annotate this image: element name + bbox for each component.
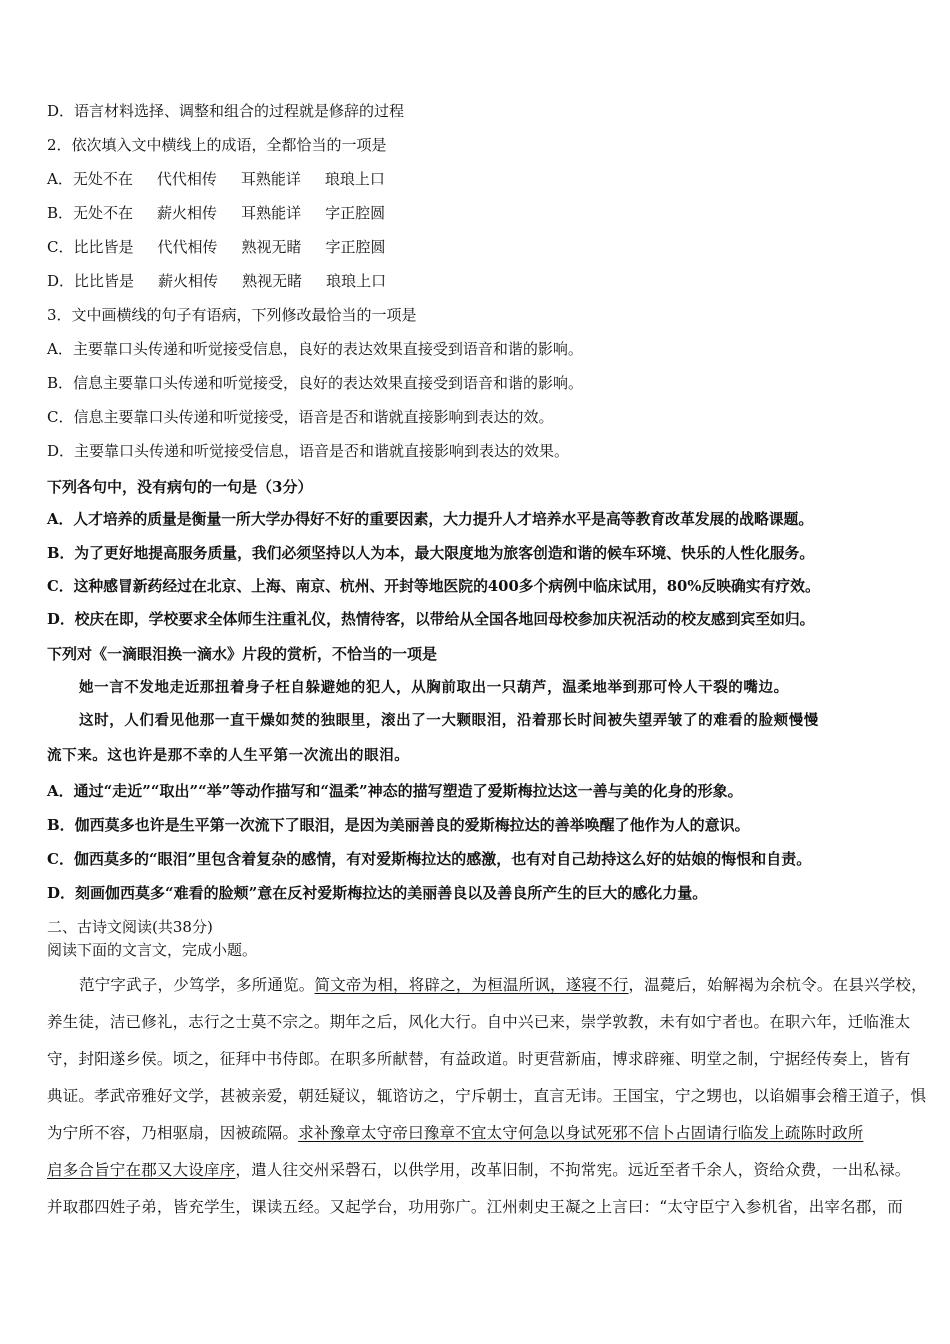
text-segment: 范宁字武子，少笃学，多所通览。: [79, 976, 315, 994]
q2-option-label: A．: [47, 170, 73, 188]
q2-idiom: 字正腔圆: [325, 238, 386, 256]
q2-idiom: 薪火相传: [157, 204, 218, 222]
q4-stem: 下列各句中，没有病句的一句是（3分）: [47, 478, 313, 496]
underlined-passage: 启多合旨宁在郡又大设庠序: [47, 1161, 236, 1179]
q2-option-label: D．: [47, 272, 75, 290]
q5-option-b: B．伽西莫多也许是生平第一次流下了眼泪，是因为美丽善良的爱斯梅拉达的善举唤醒了他作为人的意识。: [47, 816, 750, 834]
q3-option-d: D．主要靠口头传递和听觉接受信息，语音是否和谐就直接影响到表达的效果。: [47, 442, 570, 460]
section-heading: 二、古诗文阅读(共38分): [47, 918, 213, 936]
q2-idiom: 琅琅上口: [324, 170, 385, 188]
q2-stem: 2．依次填入文中横线上的成语，全都恰当的一项是: [47, 136, 387, 154]
q2-option-b: [47, 203, 385, 223]
q4-option-d: D．校庆在即，学校要求全体师生注重礼仪，热情待客，以带给从全国各地回母校参加庆祝活动的校友感到宾至如归。: [47, 611, 815, 628]
section-instruction: 阅读下面的文言文，完成小题。: [47, 941, 258, 959]
classical-text-line: [47, 1160, 911, 1180]
q2-option-a: [47, 169, 385, 189]
q2-idiom: 琅琅上口: [326, 272, 387, 290]
q2-option-c: [47, 237, 386, 257]
classical-text-line: [47, 1123, 863, 1143]
q3-option-b: B．信息主要靠口头传递和听觉接受，良好的表达效果直接受到语音和谐的影响。: [47, 374, 584, 392]
q5-stem: 下列对《一滴眼泪换一滴水》片段的赏析，不恰当的一项是: [47, 645, 438, 663]
q5-option-c: C．伽西莫多的“眼泪”里包含着复杂的感情，有对爱斯梅拉达的感激，也有对自己劫持这么好的姑娘的悔恨和自责。: [47, 850, 812, 868]
underlined-passage: 求补豫章太守帝曰豫章不宜太守何急以身试死邪不信卜占固请行临发上疏陈时政所: [298, 1124, 864, 1142]
classical-text-line: 养生徒，洁已修礼，志行之士莫不宗之。期年之后，风化大行。自中兴已来，崇学敦教，未有如宁者也。在职六年，迁临淮太: [47, 1013, 911, 1031]
q2-idiom: 无处不在: [72, 170, 133, 188]
q3-stem: 3．文中画横线的句子有语病，下列修改最恰当的一项是: [47, 306, 417, 324]
text-segment: ，遣人往交州采磬石，以供学用，改革旧制，不拘常宪。远近至者千余人，资给众费，一出私禄。: [235, 1161, 911, 1179]
classical-text-line: 守，封阳遂乡侯。顷之，征拜中书侍郎。在职多所献替，有益政道。时更营新庙，博求辟雍、明堂之制，宁据经传奏上，皆有: [47, 1050, 911, 1068]
q2-idiom: 代代相传: [157, 238, 218, 256]
q5-option-a: A．通过“走近”“取出”“举”等动作描写和“温柔”神态的描写塑造了爱斯梅拉达这一善与美的化身的形象。: [47, 782, 743, 800]
q2-idiom: 熟视无睹: [242, 272, 303, 290]
q5-passage-paragraph-2: 这时，人们看见他那一直干燥如焚的独眼里，滚出了一大颗眼泪，沿着那长时间被失望弄皱了的难看的脸颊慢慢: [79, 712, 819, 729]
q2-idiom: 字正腔圆: [325, 204, 386, 222]
q2-idiom: 熟视无睹: [241, 238, 302, 256]
q2-idiom: 比比皆是: [74, 272, 135, 290]
q2-idiom: 代代相传: [156, 170, 217, 188]
q3-option-a: A．主要靠口头传递和听觉接受信息，良好的表达效果直接受到语音和谐的影响。: [47, 340, 583, 358]
q4-option-c: C．这种感冒新药经过在北京、上海、南京、杭州、开封等地医院的400多个病例中临床试用，80%反映确实有疗效。: [47, 578, 820, 595]
q2-option-label: C．: [47, 238, 74, 256]
classical-text-line: [79, 975, 927, 995]
q4-option-b: B．为了更好地提高服务质量，我们必须坚持以人为本，最大限度地为旅客创造和谐的候车环境、快乐的人性化服务。: [47, 545, 815, 562]
text-segment: 为宁所不容，乃相驱扇，因被疏隔。: [47, 1124, 299, 1142]
q5-passage-paragraph-1: 她一言不发地走近那扭着身子枉自躲避她的犯人，从胸前取出一只葫芦，温柔地举到那可怜人干裂的嘴边。: [79, 679, 789, 696]
q2-option-d: [47, 271, 386, 291]
classical-text-line: 并取郡四姓子弟，皆充学生，课读五经。又起学台，功用弥广。江州刺史王凝之上言曰：“太守臣宁入参机省，出宰名郡，而: [47, 1198, 903, 1216]
q2-idiom: 耳熟能详: [240, 170, 301, 188]
text-segment: ，温薨后，始解褐为余杭令。在县兴学校，: [628, 976, 927, 994]
q2-idiom: 无处不在: [73, 204, 134, 222]
q5-option-d: D．刻画伽西莫多“难看的脸颊”意在反衬爱斯梅拉达的美丽善良以及善良所产生的巨大的感化力量。: [47, 884, 708, 902]
q4-option-a: A．人才培养的质量是衡量一所大学办得好不好的重要因素，大力提升人才培养水平是高等教育改革发展的战略课题。: [47, 511, 814, 528]
classical-text-line: 典证。孝武帝雅好文学，甚被亲爱，朝廷疑议，辄谘访之，宁斥朝士，直言无讳。王国宝，宁之甥也，以谄媚事会稽王道子，惧: [47, 1087, 927, 1105]
q2-option-label: B．: [47, 204, 74, 222]
q2-idiom: 耳熟能详: [241, 204, 302, 222]
q2-idiom: 薪火相传: [158, 272, 219, 290]
underlined-sentence: 简文帝为相，将辟之，为桓温所讽，遂寝不行: [314, 976, 629, 994]
q3-option-c: C．信息主要靠口头传递和听觉接受，语音是否和谐就直接影响到表达的效。: [47, 408, 554, 426]
q1-option-d: D．语言材料选择、调整和组合的过程就是修辞的过程: [47, 102, 405, 120]
q5-passage-paragraph-2-cont: 流下来。这也许是那不幸的人生平第一次流出的眼泪。: [47, 747, 410, 764]
q2-idiom: 比比皆是: [73, 238, 134, 256]
